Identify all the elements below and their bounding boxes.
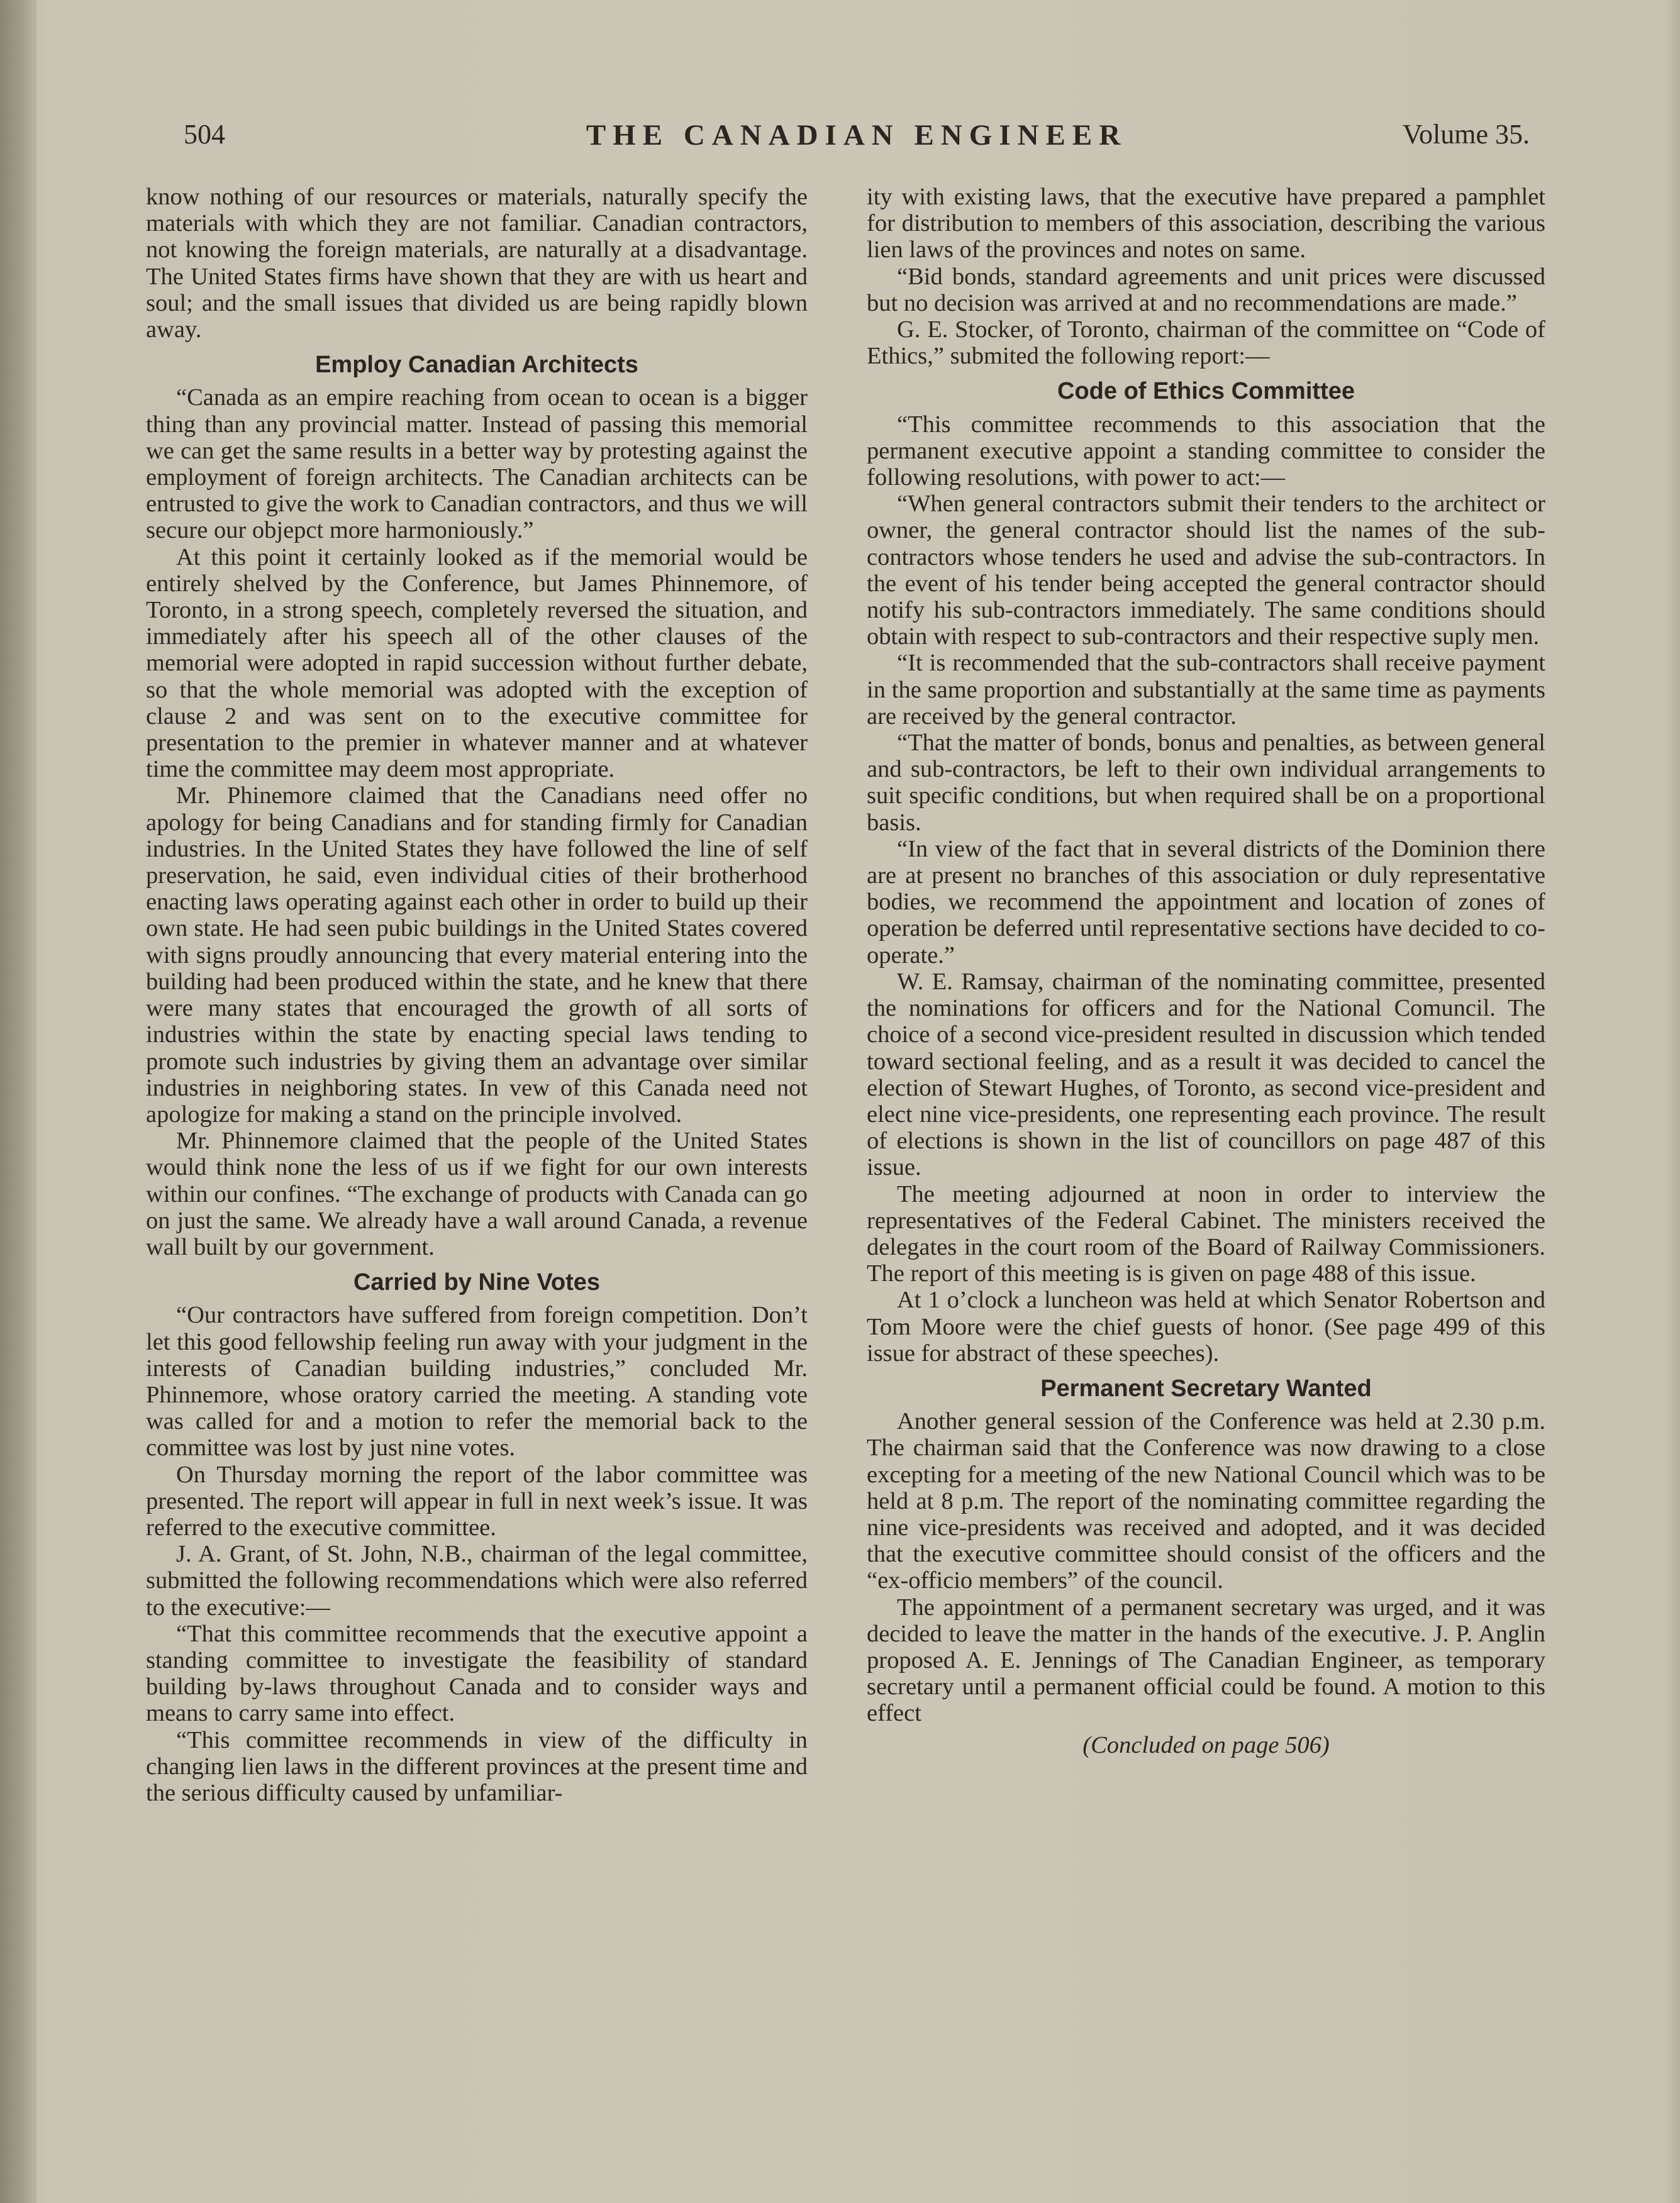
- section-heading: Permanent Secretary Wanted: [1040, 1375, 1372, 1402]
- paragraph: “That this committee recommends that the executive appoint a standing committee to investigate the feasibility of standard building by-laws throughout Canada and to consider ways and means to carry same into effect.: [146, 1620, 808, 1727]
- continued-note: (Concluded on page 506): [1082, 1731, 1330, 1758]
- paragraph: Mr. Phinemore claimed that the Canadians need offer no apology for being Canadians and for standing firmly for Canadian industries. In the United States they have followed the line of self preservation, he said, even individual cities of their brotherhood enacting laws operating against each other in order to build up their own state. He had seen pubic buildings in the United States covered with signs proudly announcing that every material entering into the building had been produced within the state, and he knew that there were many states that encouraged the growth of all sorts of industries within the state by enacting special laws tending to promote such industries by giving them an advantage over similar industries in neighboring states. In vew of this Canada need not apologize for making a stand on the principle involved.: [146, 782, 808, 1128]
- paragraph: ity with existing laws, that the executive have prepared a pamphlet for distribution to members of this association, describing the various lien laws of the provinces and notes on same.: [867, 184, 1545, 264]
- paragraph: G. E. Stocker, of Toronto, chairman of the committee on “Code of Ethics,” submited the following report:—: [867, 316, 1545, 370]
- page-header: [184, 118, 1530, 156]
- paragraph: know nothing of our resources or materials, naturally specify the materials with which they are not familiar. Canadian contractors, not knowing the foreign materials, are naturally at a disadvantage. The United States firms have shown that they are with us heart and soul; and the small issues that divided us are being rapidly blown away.: [146, 184, 808, 343]
- page-binding: [0, 0, 36, 2203]
- paragraph: On Thursday morning the report of the labor committee was presented. The report will appear in full in next week’s issue. It was referred to the executive committee.: [146, 1461, 808, 1541]
- paragraph: “In view of the fact that in several districts of the Dominion there are at present no branches of this association or duly representative bodies, we recommend the appointment and location of zones of operation be deferred until representative sections have decided to co-operate.”: [867, 835, 1545, 968]
- paragraph: “Bid bonds, standard agreements and unit prices were discussed but no decision was arrived at and no recommendations are made.”: [867, 263, 1545, 316]
- page-edge: [1667, 0, 1680, 2203]
- page-number: 504: [184, 119, 225, 150]
- paragraph: “This committee recommends to this association that the permanent executive appoint a standing committee to consider the following resolutions, with power to act:—: [867, 411, 1545, 491]
- masthead-title: THE CANADIAN ENGINEER: [586, 119, 1128, 152]
- paragraph: The meeting adjourned at noon in order to interview the representatives of the Federal Cabinet. The ministers received the delegates in the court room of the Board of Railway Commissioners. The report of this meeting is is given on page 488 of this issue.: [867, 1180, 1545, 1287]
- section-heading: Code of Ethics Committee: [1057, 378, 1355, 405]
- left-column: [146, 184, 808, 2165]
- right-column: [867, 184, 1545, 2165]
- paragraph: At this point it certainly looked as if the memorial would be entirely shelved by the Conference, but James Phinnemore, of Toronto, in a strong speech, completely reversed the situation, and immediately after his speech all of the other clauses of the memorial were adopted in rapid succession without further debate, so that the whole memorial was adopted with the exception of clause 2 and was sent on to the executive committee for presentation to the premier in whatever manner and at whatever time the committee may deem most appropriate.: [146, 543, 808, 783]
- section-heading: Carried by Nine Votes: [353, 1269, 601, 1296]
- paragraph: “When general contractors submit their tenders to the architect or owner, the general contractor should list the names of the sub-contractors whose tenders he used and advise the sub-contractors. In the event of his tender being accepted the general contractor should notify his sub-contractors immediately. The same conditions should obtain with respect to sub-contractors and their respective suply men.: [867, 491, 1545, 650]
- paragraph: W. E. Ramsay, chairman of the nominating committee, presented the nominations for officers and for the National Comuncil. The choice of a second vice-president resulted in discussion which tended toward sectional feeling, and as a result it was decided to cancel the election of Stewart Hughes, of Toronto, as second vice-president and elect nine vice-presidents, one representing each province. The result of elections is shown in the list of councillors on page 487 of this issue.: [867, 968, 1545, 1181]
- paragraph: At 1 o’clock a luncheon was held at which Senator Robertson and Tom Moore were the chief guests of honor. (See page 499 of this issue for abstract of these speeches).: [867, 1287, 1545, 1367]
- section-heading: Employ Canadian Architects: [315, 352, 638, 379]
- paragraph: “That the matter of bonds, bonus and penalties, as between general and sub-contractors, be left to their own individual arrangements to suit specific conditions, but when required shall be on a proportional basis.: [867, 730, 1545, 836]
- paragraph: The appointment of a permanent secretary was urged, and it was decided to leave the matter in the hands of the executive. J. P. Anglin proposed A. E. Jennings of The Canadian Engineer, as temporary secretary until a permanent official could be found. A motion to this effect: [867, 1594, 1545, 1727]
- paragraph: Mr. Phinnemore claimed that the people of the United States would think none the less of us if we fight for our own interests within our confines. “The exchange of products with Canada can go on just the same. We already have a wall around Canada, a revenue wall built by our government.: [146, 1128, 808, 1260]
- paragraph: “Our contractors have suffered from foreign competition. Don’t let this good fellowship feeling run away with your judgment in the interests of Canadian building industries,” concluded Mr. Phinnemore, whose oratory carried the meeting. A standing vote was called for and a motion to refer the memorial back to the committee was lost by just nine votes.: [146, 1302, 808, 1462]
- paragraph: “This committee recommends in view of the difficulty in changing lien laws in the different provinces at the present time and the serious difficulty caused by unfamiliar-: [146, 1726, 808, 1806]
- volume-label: Volume 35.: [1402, 119, 1530, 150]
- paragraph: Another general session of the Conference was held at 2.30 p.m. The chairman said that the Conference was now drawing to a close excepting for a meeting of the new National Council which was to be held at 8 p.m. The report of the nominating committee regarding the nine vice-presidents was received and adopted, and it was decided that the executive committee should consist of the officers and the “ex-officio members” of the council.: [867, 1408, 1545, 1594]
- paragraph: “Canada as an empire reaching from ocean to ocean is a bigger thing than any provincial matter. Instead of passing this memorial we can get the same results in a better way by protesting against the employment of foreign architects. The Canadian architects can be entrusted to give the work to Canadian contractors, and thus we will secure our objepct more harmoniously.”: [146, 384, 808, 544]
- paragraph: J. A. Grant, of St. John, N.B., chairman of the legal committee, submitted the following recommendations which were also referred to the executive:—: [146, 1541, 808, 1621]
- paragraph: “It is recommended that the sub-contractors shall receive payment in the same proportion and substantially at the same time as payments are received by the general contractor.: [867, 650, 1545, 730]
